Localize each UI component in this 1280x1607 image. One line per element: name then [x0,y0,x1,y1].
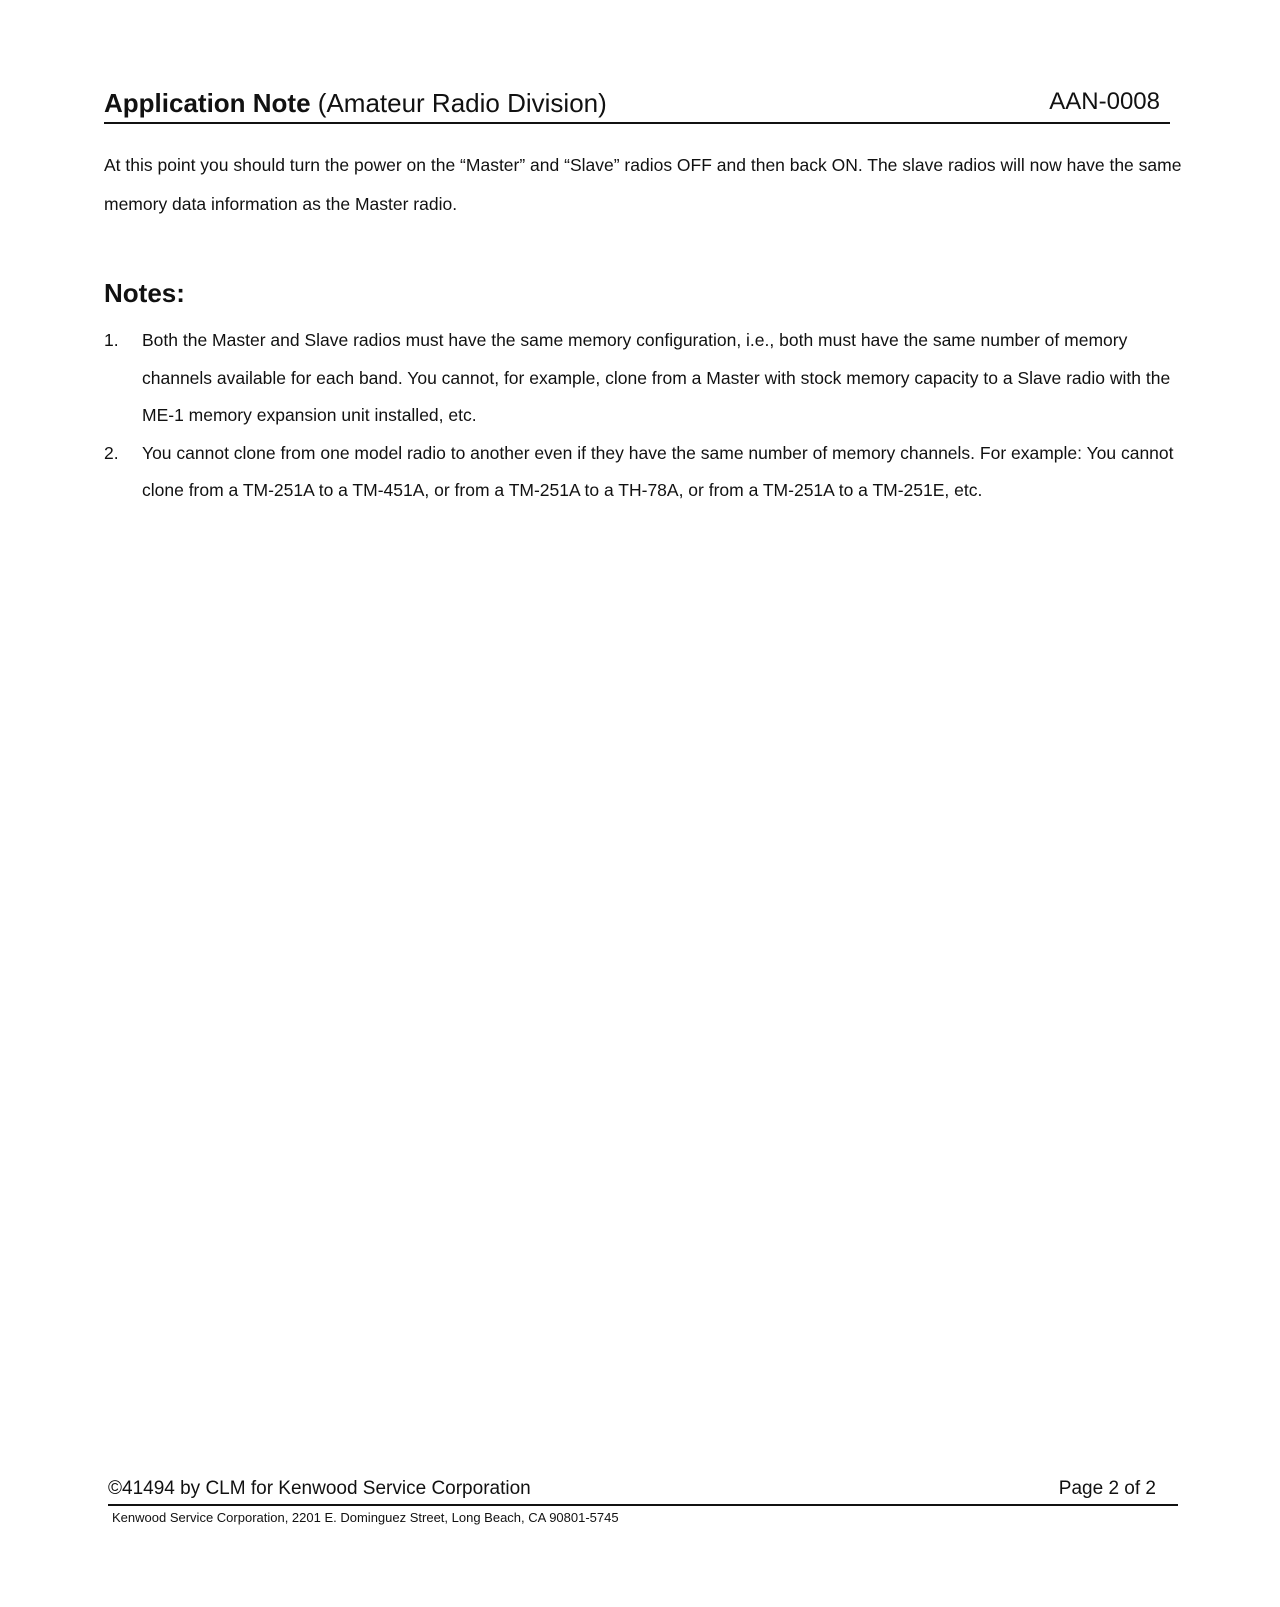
note-item [104,322,1174,435]
page-number: Page 2 of 2 [1058,1478,1156,1499]
note-number: 1. [104,330,119,350]
page-header [104,88,1170,124]
note-text: Both the Master and Slave radios must have the same memory configuration, i.e., both must have the same number of memory channels available for each band. You cannot, for example, clone from a Master with stock memory capacity to a Slave radio with the ME-1 memory expansion unit installed, etc. [142,330,1171,425]
intro-paragraph: At this point you should turn the power on the “Master” and “Slave” radios OFF and then back ON. The slave radios will now have the same memory data information as the Master radio. [104,155,1182,214]
title-bold: Application Note [104,88,311,118]
notes-heading: Notes: [104,278,185,308]
page-title [104,88,607,119]
footer-address: Kenwood Service Corporation, 2201 E. Dominguez Street, Long Beach, CA 90801-5745 [112,1510,619,1525]
note-item [104,435,1174,510]
title-division: (Amateur Radio Division) [310,88,607,118]
notes-list [104,322,1174,510]
copyright: ©41494 by CLM for Kenwood Service Corporation [108,1478,531,1499]
note-number: 2. [104,442,119,463]
document-id: AAN-0008 [1049,88,1160,115]
page-footer [108,1478,1178,1506]
note-text: You cannot clone from one model radio to another even if they have the same number of memory channels. For example: You cannot clone from a TM-251A to a TM-451A, or from a TM-251A to a TH-78A, or from a TM-251A to a TM-251E, etc. [142,442,1174,500]
